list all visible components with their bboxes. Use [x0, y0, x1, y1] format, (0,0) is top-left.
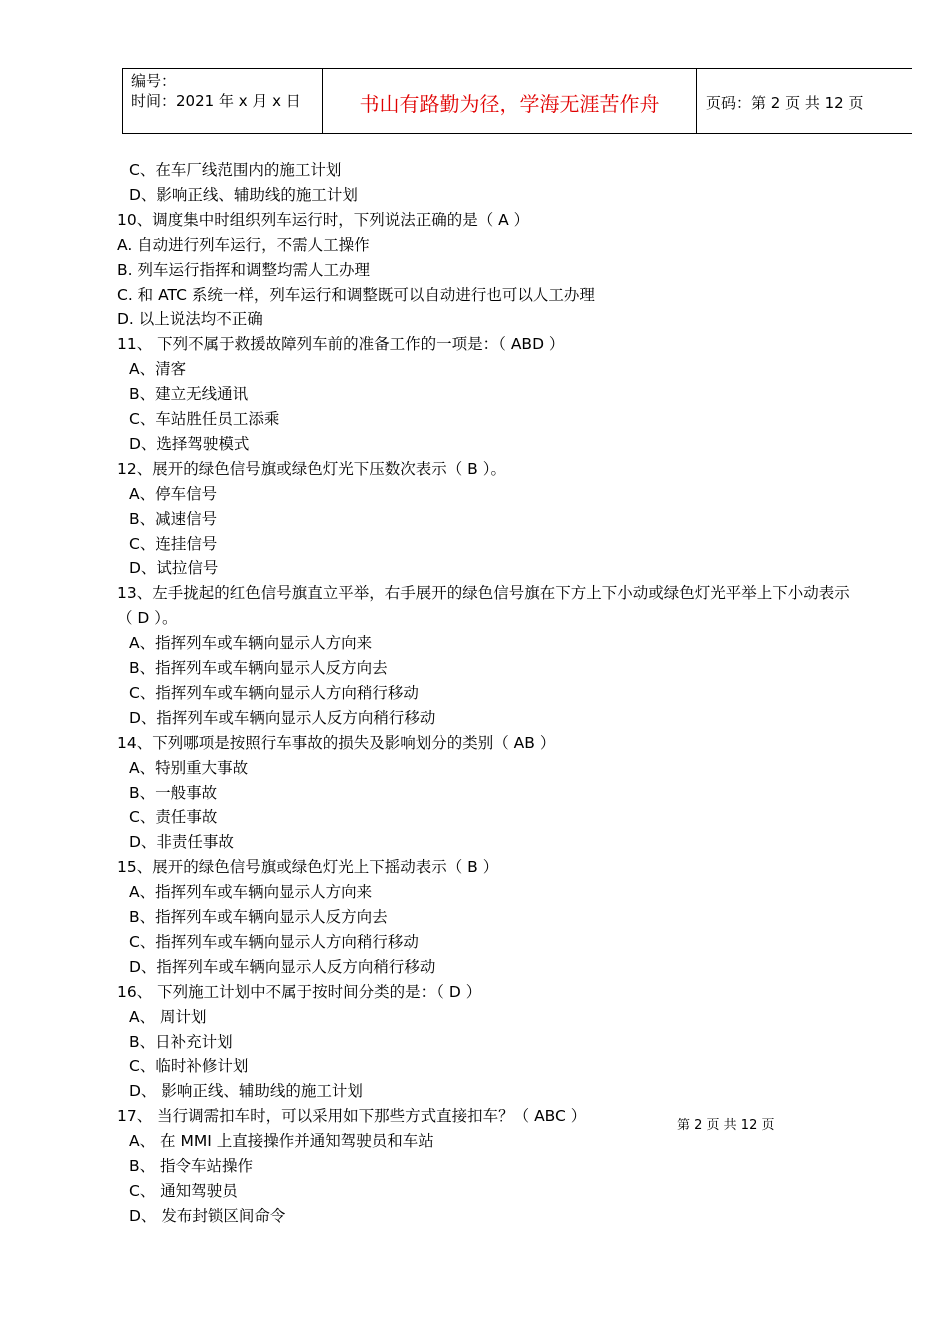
option-line: C、指挥列车或车辆向显示人方向稍行移动 — [129, 932, 419, 951]
motto: 书山有路勤为径，学海无涯苦作舟 — [359, 92, 660, 116]
option-line: C、在车厂线范围内的施工计划 — [129, 161, 342, 179]
option-line: D、影响正线、辅助线的施工计划 — [129, 185, 358, 204]
header-motto-cell — [323, 69, 697, 133]
option-line: D、非责任事故 — [129, 833, 234, 852]
question-line: （ D ）。 — [117, 609, 178, 628]
option-line: B、减速信号 — [129, 509, 218, 528]
question-line: 13、左手拢起的红色信号旗直立平举，右手展开的绿色信号旗在下方上下小动或绿色灯光平举上下小动表示 — [117, 584, 850, 603]
option-line: C、车站胜任员工添乘 — [129, 410, 280, 428]
question-line: 16、 下列施工计划中不属于按时间分类的是：（ D ） — [117, 982, 482, 1001]
option-line: A、特别重大事故 — [129, 758, 249, 777]
option-line: A. 自动进行列车运行，不需人工操作 — [117, 235, 370, 254]
question-line: 10、调度集中时组织列车运行时，下列说法正确的是（ A ） — [117, 210, 530, 229]
option-line: D、 发布封锁区间命令 — [129, 1206, 286, 1225]
option-line: A、 周计划 — [129, 1007, 207, 1026]
option-line: C. 和 ATC 系统一样，列车运行和调整既可以自动进行也可以人工办理 — [117, 285, 595, 304]
option-line: A、指挥列车或车辆向显示人方向来 — [129, 634, 373, 653]
option-line: B、 指令车站操作 — [129, 1157, 254, 1175]
option-line: A、指挥列车或车辆向显示人方向来 — [129, 883, 373, 902]
document-header — [122, 68, 912, 134]
option-line: B、一般事故 — [129, 783, 218, 802]
option-line: A、 在 MMI 上直接操作并通知驾驶员和车站 — [129, 1132, 434, 1151]
time-label: 时间：2021 年 x 月 x 日 — [131, 92, 301, 110]
option-line: C、指挥列车或车辆向显示人方向稍行移动 — [129, 683, 419, 702]
question-line: 15、展开的绿色信号旗或绿色灯光上下摇动表示（ B ） — [117, 858, 499, 877]
page-footer: 第 2 页 共 12 页 — [677, 1118, 775, 1133]
option-line: B、日补充计划 — [129, 1032, 233, 1051]
option-line: B、指挥列车或车辆向显示人反方向去 — [129, 659, 388, 677]
option-line: D. 以上说法均不正确 — [117, 310, 263, 329]
header-page-cell — [697, 69, 913, 133]
question-line: 11、 下列不属于救援故障列车前的准备工作的一项是：（ ABD ） — [117, 335, 565, 354]
option-line: B、指挥列车或车辆向显示人反方向去 — [129, 908, 388, 926]
option-line: A、停车信号 — [129, 484, 218, 503]
option-line: D、选择驾驶模式 — [129, 434, 250, 453]
option-line: D、指挥列车或车辆向显示人反方向稍行移动 — [129, 708, 436, 727]
option-line: D、指挥列车或车辆向显示人反方向稍行移动 — [129, 957, 436, 976]
option-line: C、 通知驾驶员 — [129, 1181, 238, 1200]
header-info-cell — [123, 69, 323, 133]
question-line: 17、 当行调需扣车时，可以采用如下那些方式直接扣车？（ ABC ） — [117, 1107, 587, 1126]
option-line: B. 列车运行指挥和调整均需人工办理 — [117, 260, 370, 279]
option-line: C、临时补修计划 — [129, 1057, 249, 1076]
question-line: 14、下列哪项是按照行车事故的损失及影响划分的类别（ AB ） — [117, 733, 556, 752]
option-line: C、连挂信号 — [129, 534, 218, 553]
option-line: A、清客 — [129, 360, 187, 379]
option-line: C、责任事故 — [129, 808, 218, 827]
option-line: D、试拉信号 — [129, 559, 219, 578]
option-line: B、建立无线通讯 — [129, 385, 249, 404]
question-line: 12、展开的绿色信号旗或绿色灯光下压数次表示（ B ）。 — [117, 459, 506, 478]
option-line: D、 影响正线、辅助线的施工计划 — [129, 1082, 363, 1101]
page-code: 页码：第 2 页 共 12 页 — [706, 94, 864, 112]
number-label: 编号： — [131, 72, 177, 90]
